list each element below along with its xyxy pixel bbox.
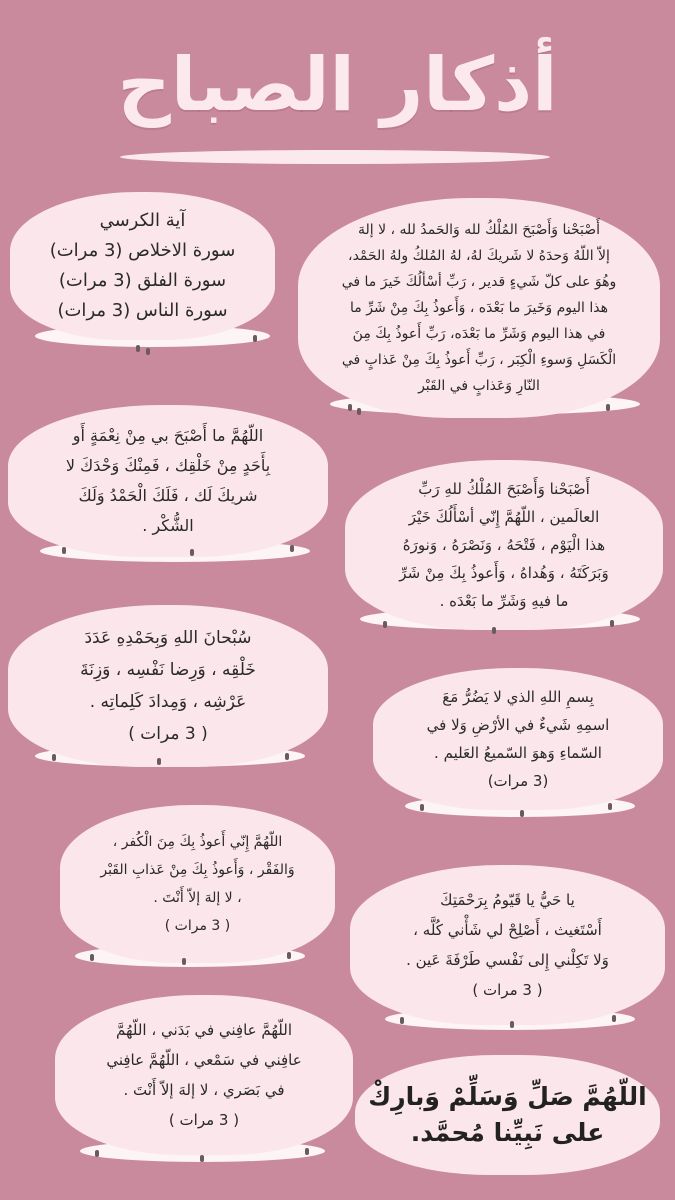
card-asbahna-rabb-alamin [345,460,663,630]
page-title: أذكار الصباح [117,42,558,128]
card-line: وهُوَ على كلّ شَيءٍ قدير ، رَبِّ أسْألُكَ خَيرَ ما في [341,274,617,290]
card-line: سورة الناس (3 مرات) [57,300,228,321]
card-line: عافِني في سَمْعي ، اللّهُمَّ عافِني [106,1051,302,1069]
dot-decoration [287,952,291,959]
card-line: وَالفَقْر ، وَأَعوذُ بِكَ مِنْ عَذابِ القَبْر [100,862,295,878]
card-line: اللّهُمَّ ما أَصْبَحَ بي مِنْ نِعْمَةٍ أَو [72,426,264,445]
card-line: إلاّ اللّهُ وَحدَهُ لا شَريكَ لهُ، لهُ المُلكُ ولهُ الحَمْد، [348,248,610,264]
card-line: ( 3 مرات ) [472,981,543,999]
dot-decoration [157,758,161,765]
dot-decoration [253,335,257,342]
card-line: اللّهُمَّ إِنّي أَعوذُ بِكَ مِنَ الْكُفر ، [112,834,283,850]
title-underline [120,150,550,164]
card-line: السّماءِ وَهوَ السّميعُ العَليم . [434,744,602,762]
card-line: في هذا اليوم وَشَرِّ ما بَعْدَه، رَبِّ أَعوذُ بِكَ مِنَ [352,326,606,342]
card-line: أَصْبَحْنا وَأَصْبَحَ المُلْكُ للهِ رَبِّ [418,480,590,498]
dot-decoration [52,754,56,761]
card-salat-ala-nabi [355,1055,660,1175]
card-ayat-kursi-suras [10,192,275,340]
card-asbahna-mulk [298,198,660,418]
card-line: اللّهُمَّ عافِني في بَدَني ، اللّهُمَّ [115,1021,292,1039]
card-line: ( 3 مرات ) [164,918,231,934]
card-line: هذا الْيَوْم ، فَتْحَهُ ، وَنَصْرَهُ ، وَنورَهُ [402,536,606,554]
dot-decoration [610,620,614,627]
dot-decoration [62,547,66,554]
dot-decoration [200,1155,204,1162]
dot-decoration [182,958,186,965]
dot-decoration [136,345,140,352]
dot-decoration [305,1148,309,1155]
card-line: هذا اليوم وَخَيرَ ما بَعْدَه ، وَأَعوذُ بِكَ مِنْ شَرِّ ما [350,300,608,316]
card-kufr-faqr [60,805,335,963]
dot-decoration [383,621,387,628]
dot-decoration [612,1015,616,1022]
card-line: ما فيهِ وَشَرِّ ما بَعْدَه . [439,592,569,610]
dot-decoration [290,545,294,552]
card-line: يا حَيُّ يا قَيّومُ بِرَحْمَتِكَ [440,891,575,909]
card-line: وَبَرَكَتَهُ ، وَهُداهُ ، وَأَعوذُ بِكَ مِنْ شَرِّ [399,564,609,582]
dot-decoration [146,348,150,355]
dot-decoration [510,1021,514,1028]
card-line: سورة الاخلاص (3 مرات) [49,240,236,261]
card-line: ( 3 مرات ) [168,1111,240,1129]
card-subhan-allah [8,605,328,767]
card-line: بِسمِ اللهِ الذي لا يَضُرُّ مَعَ [442,688,594,706]
card-line: خَلْقِه ، وَرِضا نَفْسِه ، وَزِنَةَ [80,660,256,680]
card-line: سورة الفلق (3 مرات) [58,270,227,291]
dot-decoration [400,1017,404,1024]
dot-decoration [492,627,496,634]
card-bismillah [373,668,663,810]
dot-decoration [420,804,424,811]
dot-decoration [608,803,612,810]
card-line: ( 3 مرات ) [128,724,208,744]
card-ya-hayy [350,865,665,1025]
dot-decoration [90,954,94,961]
card-line: (3 مرات) [487,772,549,790]
dot-decoration [95,1150,99,1157]
dot-decoration [606,404,610,411]
dot-decoration [357,408,361,415]
card-line: ، لا إلهَ إلاّ أَنْتَ . [153,890,242,906]
dot-decoration [348,404,352,411]
card-line: الشُّكْر . [142,516,194,535]
card-line: آية الكرسي [99,210,186,231]
card-line: النّارِ وَعَذابٍ في القَبْر [418,378,540,394]
card-line: اسمِهِ شَيءٌ في الأرْضِ وَلا في [426,716,610,734]
card-line: العالَمين ، اللّهُمَّ إِنّي أسْأَلُكَ خَيْرَ [408,508,600,526]
card-line: شريكَ لَك ، فَلَكَ الْحَمْدُ وَلَكَ [78,486,258,505]
card-line: وَلا تَكِلْني إِلى نَفْسي طَرْفَةَ عَين . [406,951,609,969]
card-line: عَرْشِه ، وَمِدادَ كَلِماتِه . [89,692,247,712]
card-line: أَسْتَغيث ، أَصْلِحْ لي شَأْني كُلَّه ، [413,921,602,939]
card-line: على نَبِيِّنا مُحمَّد. [410,1118,605,1147]
card-line: بِأَحَدٍ مِنْ خَلْقِك ، فَمِنْكَ وَحْدَكَ لا [65,456,271,475]
card-line: في بَصَري ، لا إلهَ إلاّ أَنْتَ . [123,1081,285,1099]
dot-decoration [520,810,524,817]
dot-decoration [285,753,289,760]
card-allahumma-afini [55,995,353,1155]
dot-decoration [190,549,194,556]
card-line: اللّهُمَّ صَلِّ وَسَلِّمْ وَبارِكْ [368,1082,647,1111]
card-line: أَصْبَحْنا وَأَصْبَحَ المُلْكُ لله وَالحَمدُ لله ، لا إلهَ [358,222,600,238]
card-line: سُبْحانَ اللهِ وَبِحَمْدِهِ عَدَدَ [84,628,252,648]
card-line: الْكَسَلِ وَسوءِ الْكِبَر ، رَبِّ أَعوذُ بِكَ مِنْ عَذابٍ في [341,352,617,368]
card-ma-asbaha-bi-nima [8,405,328,557]
